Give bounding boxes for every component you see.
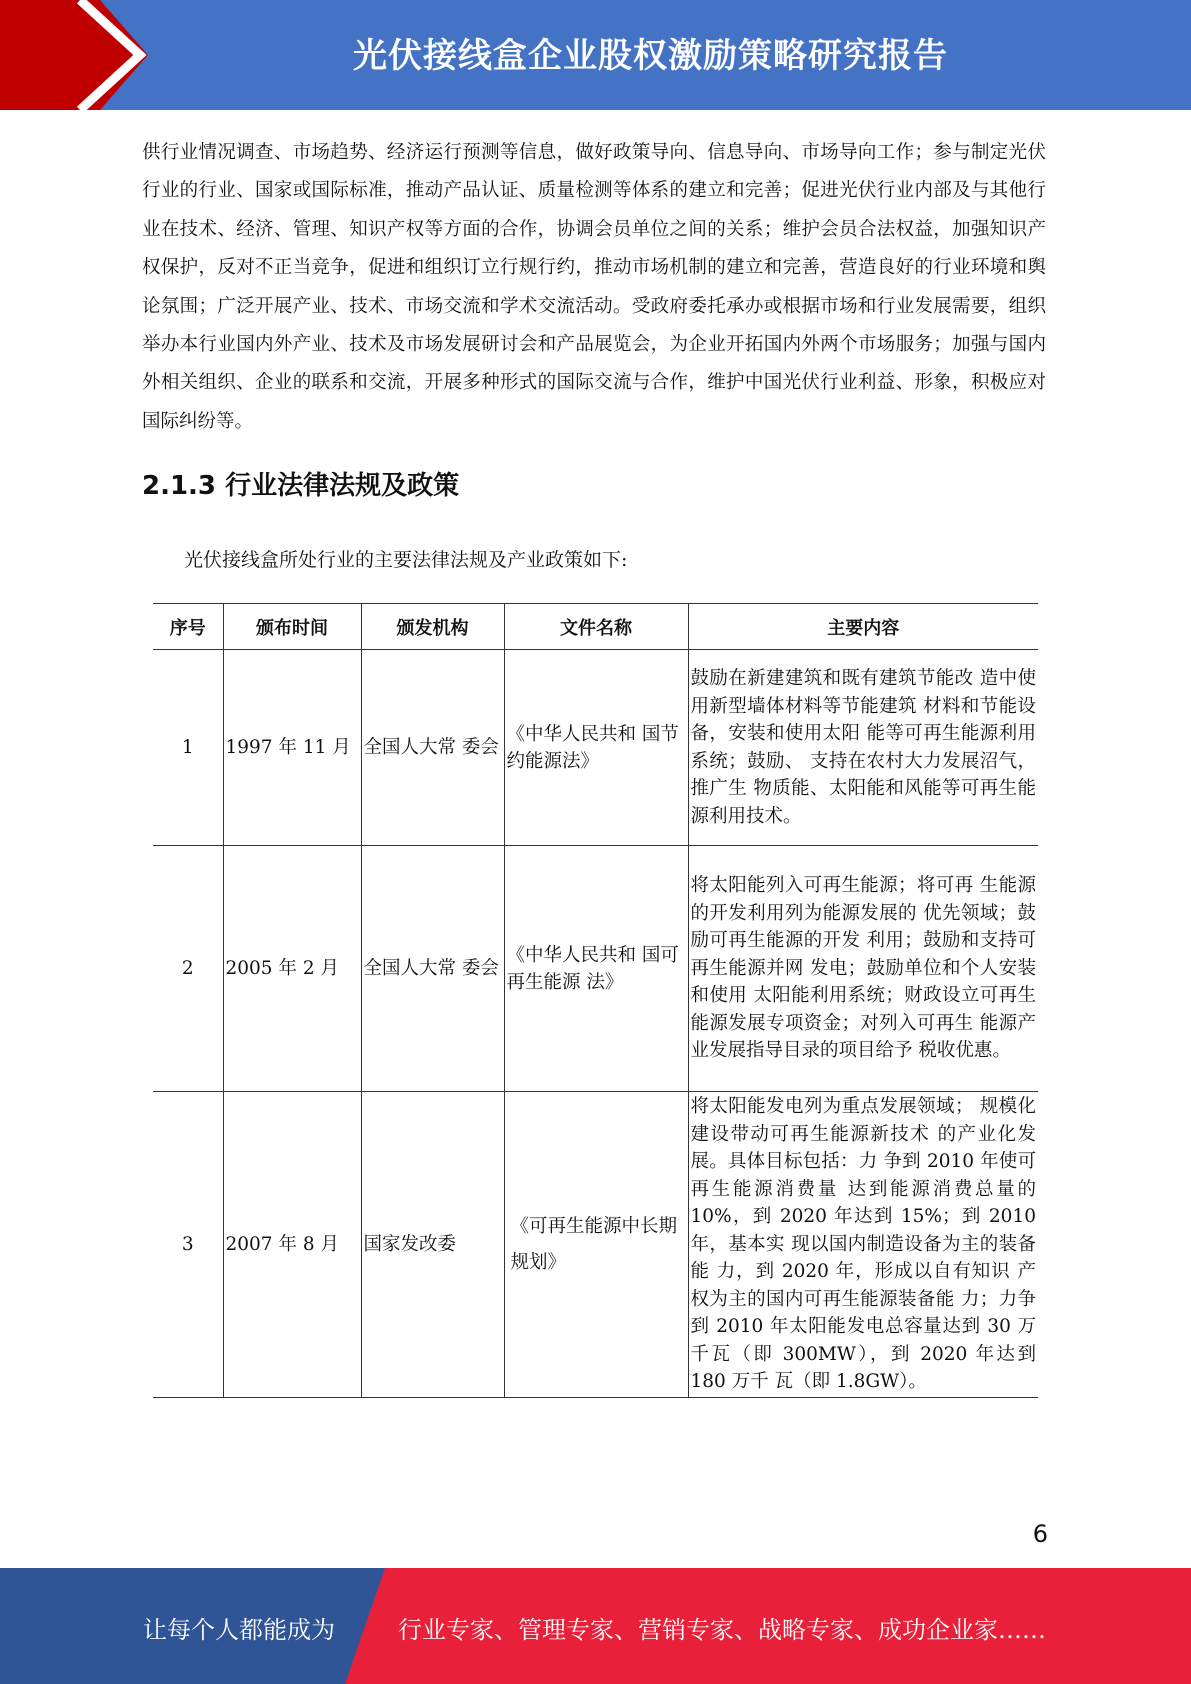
cell-doc: 《中华人民共和 国可再生能源 法》 [504,846,688,1092]
table-row [153,846,1038,1092]
header-banner [0,0,1191,110]
cell-no: 3 [153,1092,223,1398]
body-paragraph: 供行业情况调查、市场趋势、经济运行预测等信息，做好政策导向、信息导向、市场导向工作；参与制定光伏行业的行业、国家或国际标准，推动产品认证、质量检测等体系的建立和完善；促进光伏行业内部及与其他行业在技术、经济、管理、知识产权等方面的合作，协调会员单位之间的关系；维护会员合法权益，加强知识产权保护，反对不正当竞争，促进和组织订立行规行约，推动市场机制的建立和完善，营造良好的行业环境和舆论氛围；广泛开展产业、技术、市场交流和学术交流活动。受政府委托承办或根据市场和行业发展需要，组织举办本行业国内外产业、技术及市场发展研讨会和产品展览会，为企业开拓国内外两个市场服务；加强与国内外相关组织、企业的联系和交流，开展多种形式的国际交流与合作，维护中国光伏行业利益、形象，积极应对国际纠纷等。 [142,142,1046,432]
cell-agency: 全国人大常 委会 [361,846,504,1092]
footer-banner [0,1568,1191,1684]
header-content: 主要内容 [688,604,1038,650]
cell-date: 2005 年 2 月 [223,846,361,1092]
cell-doc: 《可再生能源中长期规划》 [504,1092,688,1398]
laws-table [153,603,1038,1398]
header-doc: 文件名称 [504,604,688,650]
cell-agency: 国家发改委 [361,1092,504,1398]
page-number: 6 [1032,1520,1048,1548]
chevron-arrow-icon [0,0,160,110]
table-intro: 光伏接线盒所处行业的主要法律法规及产业政策如下: [184,549,628,571]
header-date: 颁布时间 [223,604,361,650]
table-row [153,650,1038,846]
table-header-row [153,604,1038,650]
cell-content: 鼓励在新建建筑和既有建筑节能改 造中使用新型墙体材料等节能建筑 材料和节能设备，安装和使用太阳 能等可再生能源利用系统；鼓励、 支持在农村大力发展沼气，推广生 物质能、太阳能和风能等可再生能 源利用技术。 [688,650,1038,846]
footer-slogan-right: 行业专家、管理专家、营销专家、战略专家、成功企业家…… [398,1616,1046,1644]
table-row [153,1092,1038,1398]
section-heading: 2.1.3 行业法律法规及政策 [142,471,460,501]
report-title: 光伏接线盒企业股权激励策略研究报告 [353,36,948,76]
header-no: 序号 [153,604,223,650]
cell-agency: 全国人大常 委会 [361,650,504,846]
cell-date: 2007 年 8 月 [223,1092,361,1398]
footer-slogan-left: 让每个人都能成为 [143,1616,335,1644]
cell-content: 将太阳能列入可再生能源；将可再 生能源的开发利用列为能源发展的 优先领域；鼓励可再生能源的开发 利用；鼓励和支持可再生能源并网 发电；鼓励单位和个人安装和使用 太阳能利用系统；财政设立可再生 能源发展专项资金；对列入可再生 能源产业发展指导目录的项目给予 税收优惠。 [688,846,1038,1092]
header-agency: 颁发机构 [361,604,504,650]
cell-no: 1 [153,650,223,846]
cell-content: 将太阳能发电列为重点发展领域； 规模化建设带动可再生能源新技术 的产业化发展。具体目标包括：力 争到 2010 年使可再生能源消费量 达到能源消费总量的 10%，到 2020 年达到 15%；到 2010 年，基本实 现以国内制造设备为主的装备能 力，到 2020 年，形成以自有知识 产权为主的国内可再生能源装备能 力；力争到 2010 年太阳能发电总容量达到 30 万千瓦（即 300MW），到 2020 年达到 180 万千 瓦（即 1.8GW）。 [688,1092,1038,1398]
cell-doc: 《中华人民共和 国节约能源法》 [504,650,688,846]
cell-date: 1997 年 11 月 [223,650,361,846]
cell-no: 2 [153,846,223,1092]
